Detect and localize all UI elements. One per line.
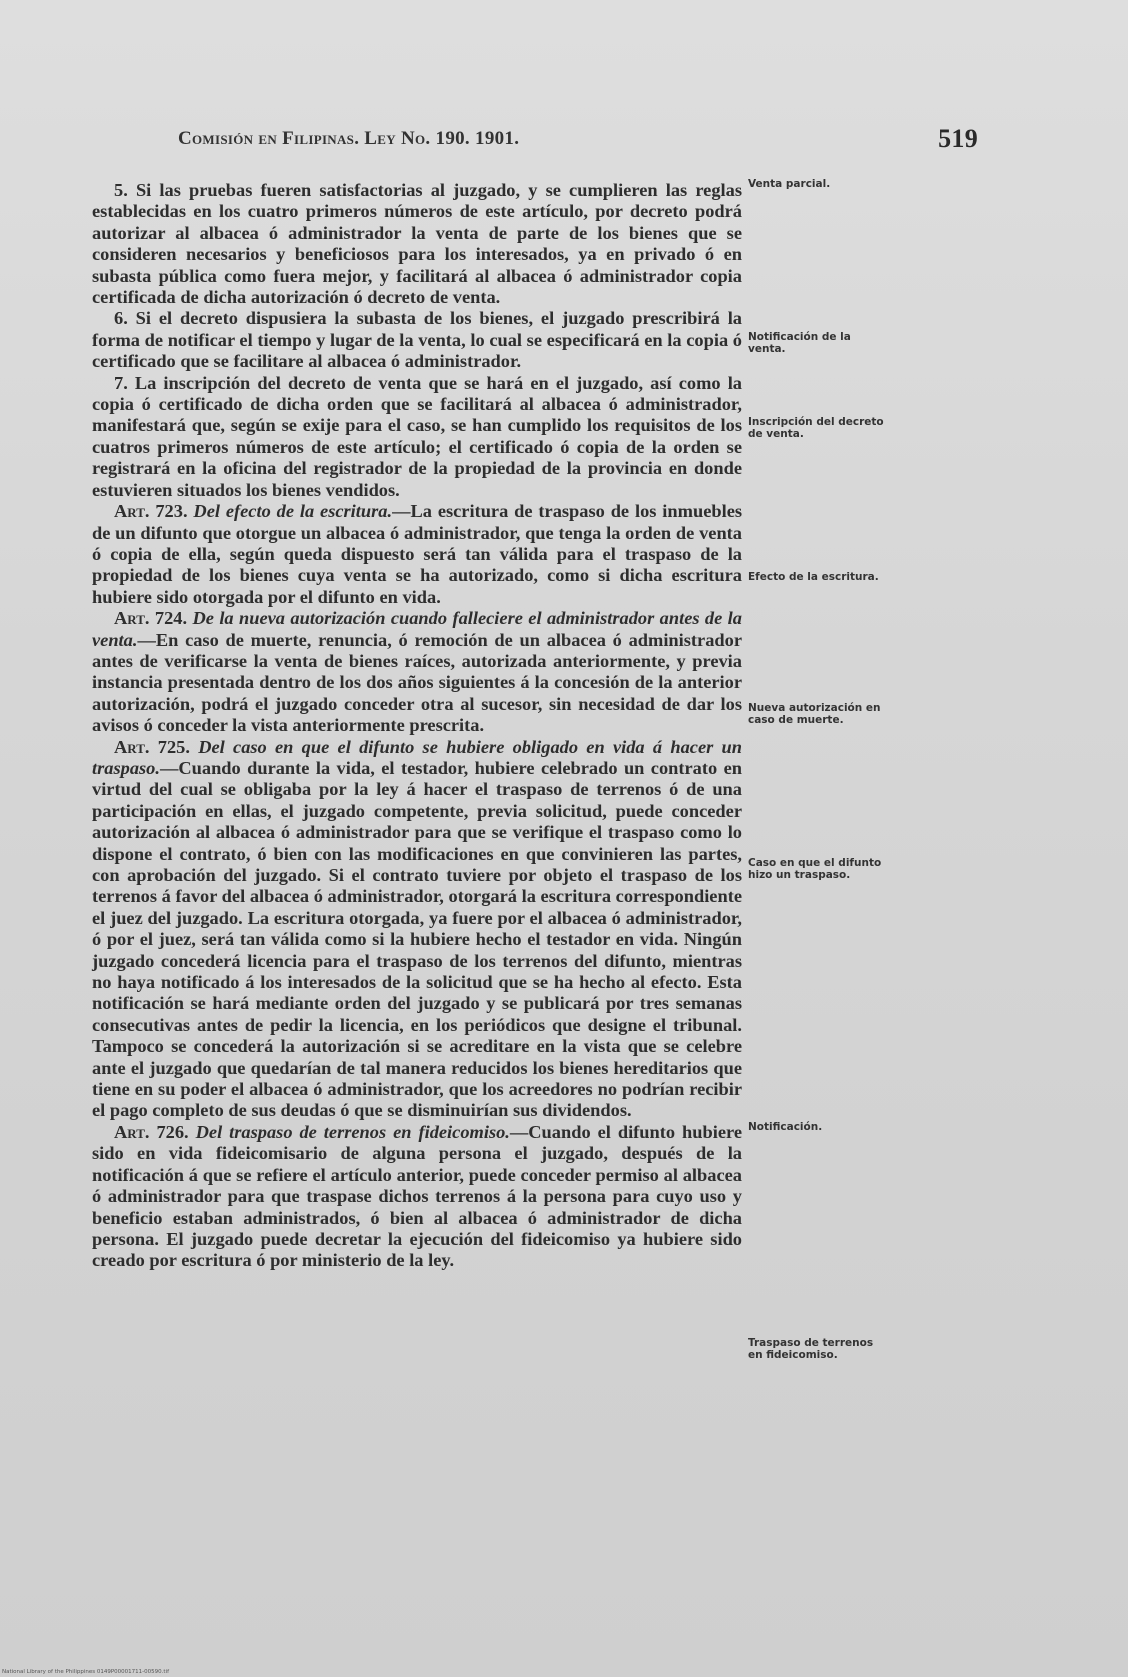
article-text: —Cuando el difunto hubiere sido en vida fideicomisario de alguna persona el juzgado, después de la notificación á que se refiere el artículo anterior, puede conceder permiso al albacea ó administrador para que traspase dichos terrenos á la persona para cuyo uso y beneficio estaban administrados, ó bien al albacea ó administrador de dicha persona. El juzgado puede decretar la ejecución del fideicomiso ya hubiere sido creado por escritura ó por ministerio de la ley. [92,1121,743,1271]
article-number: Art. 723. [114,501,188,522]
paragraph-5: 5. Si las pruebas fueren satisfactorias al juzgado, y se cumplieren las reglas establecidas en los cuatro primeros números de este artículo, por decreto podrá autorizar al albacea ó administrador la venta de parte de los bienes que se consideren necesarios y beneficiosos para los interesados, ya en privado ó en subasta pública como fuera mejor, y facilitará al albacea ó administrador copia certificada de dicha autorización ó decreto de venta. [92,180,742,308]
margin-note-efecto-escritura: Efecto de la escritura. [748,571,879,583]
margin-note-inscripcion-decreto: Inscripción del decreto de venta. [748,416,884,440]
article-text: —En caso de muerte, renuncia, ó remoción de un albacea ó administrador antes de verificarse la venta de bienes raíces, autorizada anteriormente, y previa instancia presentada dentro de los dos años siguientes á la concesión de la anterior autorización, podrá el juzgado conceder otra al sucesor, sin necesidad de dar los avisos ó conceder la vista anteriormente prescrita. [92,629,742,736]
article-725 [92,737,742,1122]
margin-note-notificacion: Notificación. [748,1121,823,1133]
article-number: Art. 726. [114,1121,189,1142]
article-number: Art. 725. [114,736,190,757]
article-724 [92,608,742,736]
article-726 [92,1122,742,1272]
article-text: —La escritura de traspaso de los inmuebles de un difunto que otorgue un albacea ó administrador, que tenga la orden de venta ó copia de ella, según queda dispuesto será tan válida para el traspaso de la propiedad de los bienes cuya venta se ha autorizado, como si dicha escritura hubiere sido otorgada por el difunto en vida. [92,501,743,607]
margin-note-caso-difunto: Caso en que el difunto hizo un traspaso. [748,857,882,881]
article-723 [92,501,742,608]
article-title: Del efecto de la escritura. [193,501,393,522]
paragraph-6: 6. Si el decreto dispusiera la subasta de los bienes, el juzgado prescribirá la forma de notificar el tiempo y lugar de la venta, lo cual se especificará en la copia ó certificado que se facilitare al albacea ó administrador. [92,308,742,372]
paragraph-7: 7. La inscripción del decreto de venta que se hará en el juzgado, así como la copia ó certificado de dicha orden que se facilitará al albacea ó administrador, manifestará que, según se exije para el caso, se han cumplido los requisitos de los cuatros primeros números de este artículo; el certificado ó copia de la orden se registrará en la oficina del registrador de la propiedad de la provincia en donde estuvieren situados los bienes vendidos. [92,372,742,500]
page-number: 519 [938,124,978,153]
running-title: Comisión en Filipinas. Ley No. 190. 1901. [178,128,520,149]
article-title: Del caso en que el difunto se hubiere obligado en vida á hacer un traspaso. [92,736,742,778]
article-title: Del traspaso de terrenos en fideicomiso. [195,1121,510,1142]
scan-footer: National Library of the Philippines 0149P00001711-00590.tif [2,1669,170,1675]
margin-note-notificacion-venta: Notificación de la venta. [748,331,851,355]
article-title: De la nueva autorización cuando falleciere el administrador antes de la venta. [92,608,742,650]
margin-note-traspaso-fideicomiso: Traspaso de terrenos en fideicomiso. [748,1337,874,1361]
margin-note-venta-parcial: Venta parcial. [748,178,831,190]
page-header [178,124,978,154]
margin-note-nueva-autorizacion: Nueva autorización en caso de muerte. [748,702,881,726]
article-text: —Cuando durante la vida, el testador, hubiere celebrado un contrato en virtud del cual se obligaba por la ley á hacer el traspaso de terrenos ó de una participación en ellas, el juzgado competente, previa solicitud, puede conceder autorización al albacea ó administrador para que se verifique el traspaso como lo dispone el contrato, ó bien con las modificaciones en que convinieren las partes, con aprobación del juzgado. Si el contrato tuviere por objeto el traspaso de los terrenos á favor del albacea ó administrador, otorgará la escritura correspondiente el juez del juzgado. La escritura otorgada, ya fuere por el albacea ó administrador, ó por el juez, será tan válida como si la hubiere hecho el testador en vida. Ningún juzgado concederá licencia para el traspaso de los terrenos del difunto, mientras no haya notificado á los interesados de la solicitud que se ha hecho al efecto. Esta notificación se hará mediante orden del juzgado y se publicará por tres semanas consecutivas antes de pedir la licencia, en los periódicos que designe el tribunal. Tampoco se concederá la autorización si se acreditare en la vista que se celebre ante el juzgado que quedarían de tal manera reducidos los bienes hereditarios que tiene en su poder el albacea ó administrador, que los acreedores no podrían recibir el pago completo de sus deudas ó que se disminuirían sus dividendos. [92,757,742,1121]
body-text [92,180,742,1272]
article-number: Art. 724. [114,608,188,629]
